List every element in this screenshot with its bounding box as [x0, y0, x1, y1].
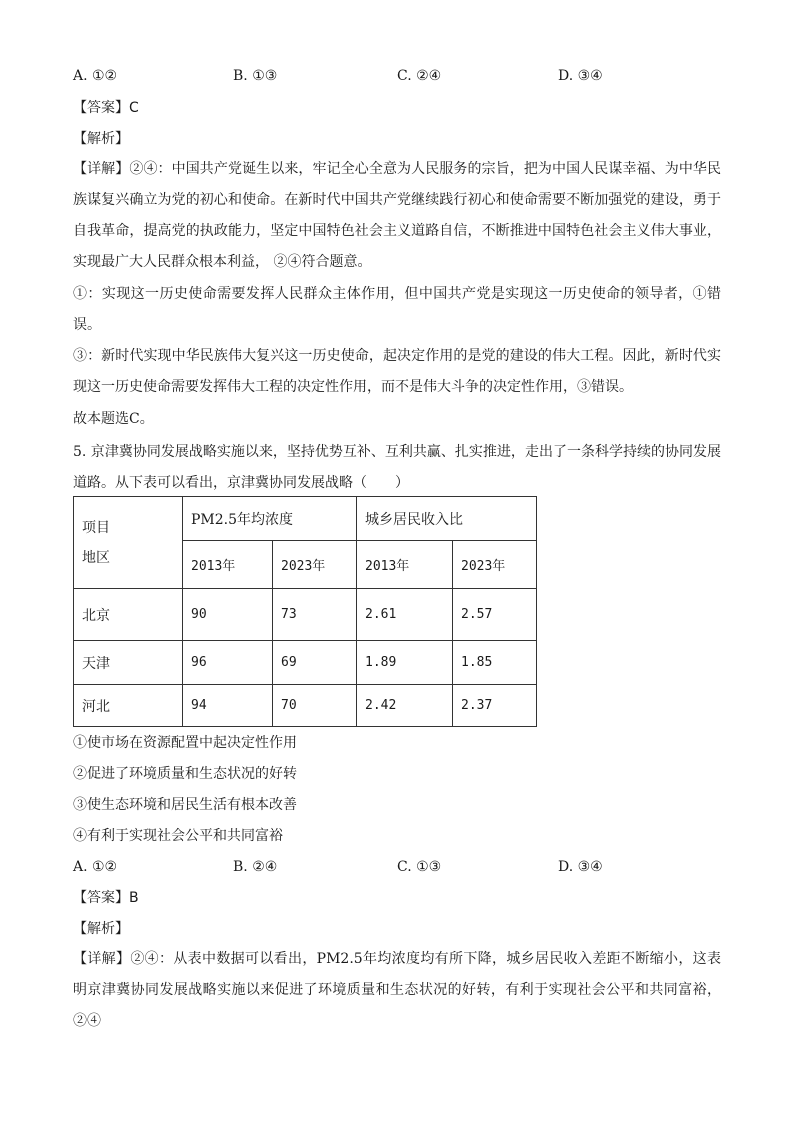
q4-detail: 【详解】②④：中国共产党诞生以来，牢记全心全意为人民服务的宗旨，把为中国人民谋幸福、为中华民族谋复兴确立为党的初心和使命。在新时代中国共产党继续践行初心和使命需要不断加强党的建设，勇于自我革命，提高党的执政能力，坚定中国特色社会主义道路自信，不断推进中国特色社会主义伟大事业，实现最广大人民群众根本利益， ②④符合题意。 [73, 161, 721, 270]
value-cell: 2.61 [357, 589, 453, 641]
q5-option-a: A. ①② [73, 859, 118, 875]
q5-answer: 【答案】B [73, 890, 139, 906]
pm25-group-header: PM2.5年均浓度 [183, 497, 357, 541]
q4-option-a: A. ①② [73, 68, 118, 84]
q4-option-d: D. ③④ [558, 68, 603, 84]
q5-options [73, 857, 713, 877]
q4-note-1: ①：实现这一历史使命需要发挥人民群众主体作用，但中国共产党是实现这一历史使命的领导者，①错误。 [73, 286, 721, 333]
q4-option-b: B. ①③ [233, 68, 278, 84]
value-cell: 1.89 [357, 641, 453, 685]
corner-top-label: 项目 [82, 519, 110, 536]
q5-statement-2: ②促进了环境质量和生态状况的好转 [73, 766, 297, 782]
q4-option-c: C. ②④ [397, 68, 442, 84]
income-ratio-group-header: 城乡居民收入比 [357, 497, 537, 541]
value-cell: 96 [183, 641, 273, 685]
q5-option-d: D. ③④ [558, 859, 603, 875]
region-cell: 北京 [74, 589, 183, 641]
q5-statement-3: ③使生态环境和居民生活有根本改善 [73, 797, 297, 813]
table-row [74, 685, 537, 727]
value-cell: 2.57 [453, 589, 537, 641]
q5-stem: 5. 京津冀协同发展战略实施以来，坚持优势互补、互利共赢、扎实推进，走出了一条科学持续的协同发展道路。从下表可以看出，京津冀协同发展战略（ ） [73, 444, 721, 491]
year-header: 2013年 [357, 541, 453, 589]
value-cell: 2.42 [357, 685, 453, 727]
region-cell: 河北 [74, 685, 183, 727]
q5-option-c: C. ①③ [397, 859, 442, 875]
q4-analysis-label: 【解析】 [73, 131, 129, 147]
table-row [74, 641, 537, 685]
table-row [74, 589, 537, 641]
q5-statement-1: ①使市场在资源配置中起决定性作用 [73, 735, 297, 751]
value-cell: 70 [273, 685, 357, 727]
value-cell: 94 [183, 685, 273, 727]
year-header: 2023年 [273, 541, 357, 589]
value-cell: 90 [183, 589, 273, 641]
q4-note-3: ③：新时代实现中华民族伟大复兴这一历史使命，起决定作用的是党的建设的伟大工程。因此，新时代实现这一历史使命需要发挥伟大工程的决定性作用，而不是伟大斗争的决定性作用，③错误。 [73, 348, 721, 395]
q4-options [73, 66, 713, 86]
q4-answer: 【答案】C [73, 100, 139, 116]
value-cell: 69 [273, 641, 357, 685]
region-cell: 天津 [74, 641, 183, 685]
year-header: 2023年 [453, 541, 537, 589]
value-cell: 2.37 [453, 685, 537, 727]
value-cell: 1.85 [453, 641, 537, 685]
q5-data-table [73, 496, 537, 727]
corner-bottom-label: 地区 [82, 549, 110, 566]
q5-statement-4: ④有利于实现社会公平和共同富裕 [73, 828, 283, 844]
year-header: 2013年 [183, 541, 273, 589]
value-cell: 73 [273, 589, 357, 641]
table-corner-header [74, 497, 183, 589]
q5-option-b: B. ②④ [233, 859, 278, 875]
q5-detail: 【详解】②④：从表中数据可以看出，PM2.5年均浓度均有所下降，城乡居民收入差距不断缩小，这表明京津冀协同发展战略实施以来促进了环境质量和生态状况的好转，有利于实现社会公平和共同富裕，②④ [73, 951, 721, 1029]
q4-conclusion: 故本题选C。 [73, 411, 154, 427]
q5-analysis-label: 【解析】 [73, 921, 129, 937]
